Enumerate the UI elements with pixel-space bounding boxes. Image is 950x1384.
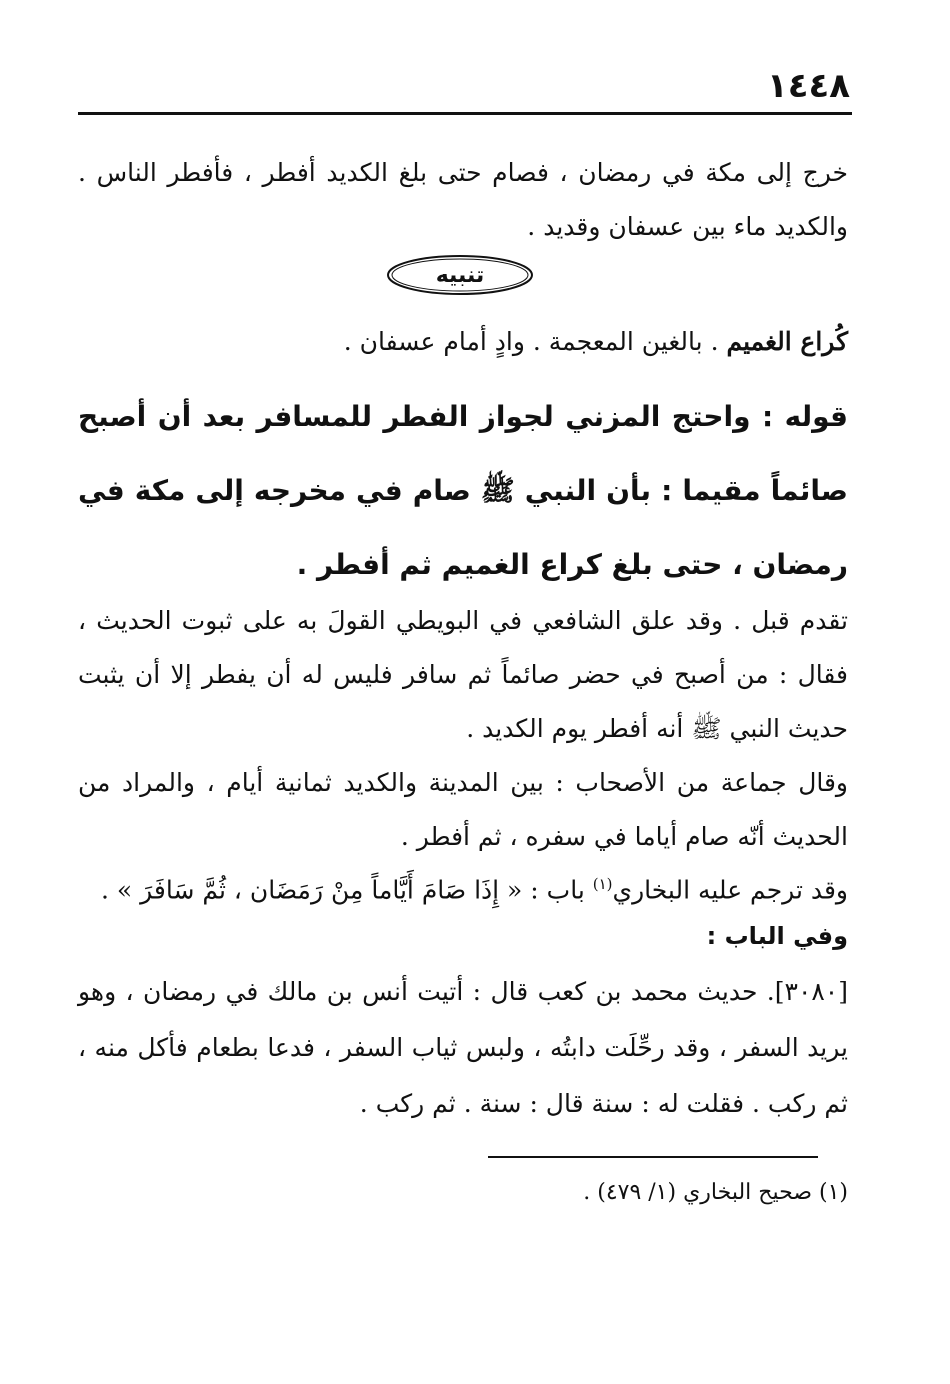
footnote-reference: (١) <box>592 875 613 893</box>
quoted-text-heading: قوله : واحتج المزني لجواز الفطر للمسافر بعد أن أصبح صائماً مقيما : بأن النبي ﷺ صام في مخرجه إلى مكة في رمضان ، حتى بلغ كراع الغميم ثم أفطر . <box>78 400 848 581</box>
subheading-in-chapter: وفي الباب : <box>706 922 848 950</box>
paragraph-commentary: تقدم قبل . وقد علق الشافعي في البويطي القولَ به على ثبوت الحديث ، فقال : من أصبح في حضر صائماً ثم سافر فليس له أن يفطر إلا أن يثبت حديث النبي ﷺ أنه أفطر يوم الكديد . <box>78 606 848 743</box>
bukhari-text: وقد ترجم عليه البخاري <box>612 875 848 905</box>
footnote: (١) صحيح البخاري (١/ ٤٧٩) . <box>583 1180 848 1205</box>
paragraph-hadith-3080: [٣٠٨٠]. حديث محمد بن كعب قال : أتيت أنس بن مالك في رمضان ، وهو يريد السفر ، وقد رحِّلَت دابتُه ، ولبس ثياب السفر ، فدعا بطعام فأكل منه ، ثم ركب . فقلت له : سنة قال : سنة . ثم ركب . <box>78 977 848 1118</box>
page-number: ١٤٤٨ <box>766 66 850 106</box>
paragraph-bukhari-chapter <box>78 857 848 917</box>
paragraph-companions: وقال جماعة من الأصحاب : بين المدينة والكديد ثمانية أيام ، والمراد من الحديث أنّه صام أياما في سفره ، ثم أفطر . <box>78 768 848 851</box>
paragraph-note <box>78 318 848 366</box>
paragraph-hadith-continuation: خرج إلى مكة في رمضان ، فصام حتى بلغ الكديد أفطر ، فأفطر الناس . والكديد ماء بين عسفان وقديد . <box>78 158 848 241</box>
header-rule <box>78 112 852 115</box>
section-title-oval <box>385 252 535 298</box>
note-term: كُراع الغميم <box>726 327 848 356</box>
section-title: تنبيه <box>435 262 485 288</box>
chapter-title: باب : « إِذَا صَامَ أَيَّاماً مِنْ رَمَضَان ، ثُمَّ سَافَرَ » . <box>100 875 593 905</box>
note-text: . بالغين المعجمة . وادٍ أمام عسفان . <box>343 327 727 356</box>
footnote-rule <box>488 1156 818 1158</box>
